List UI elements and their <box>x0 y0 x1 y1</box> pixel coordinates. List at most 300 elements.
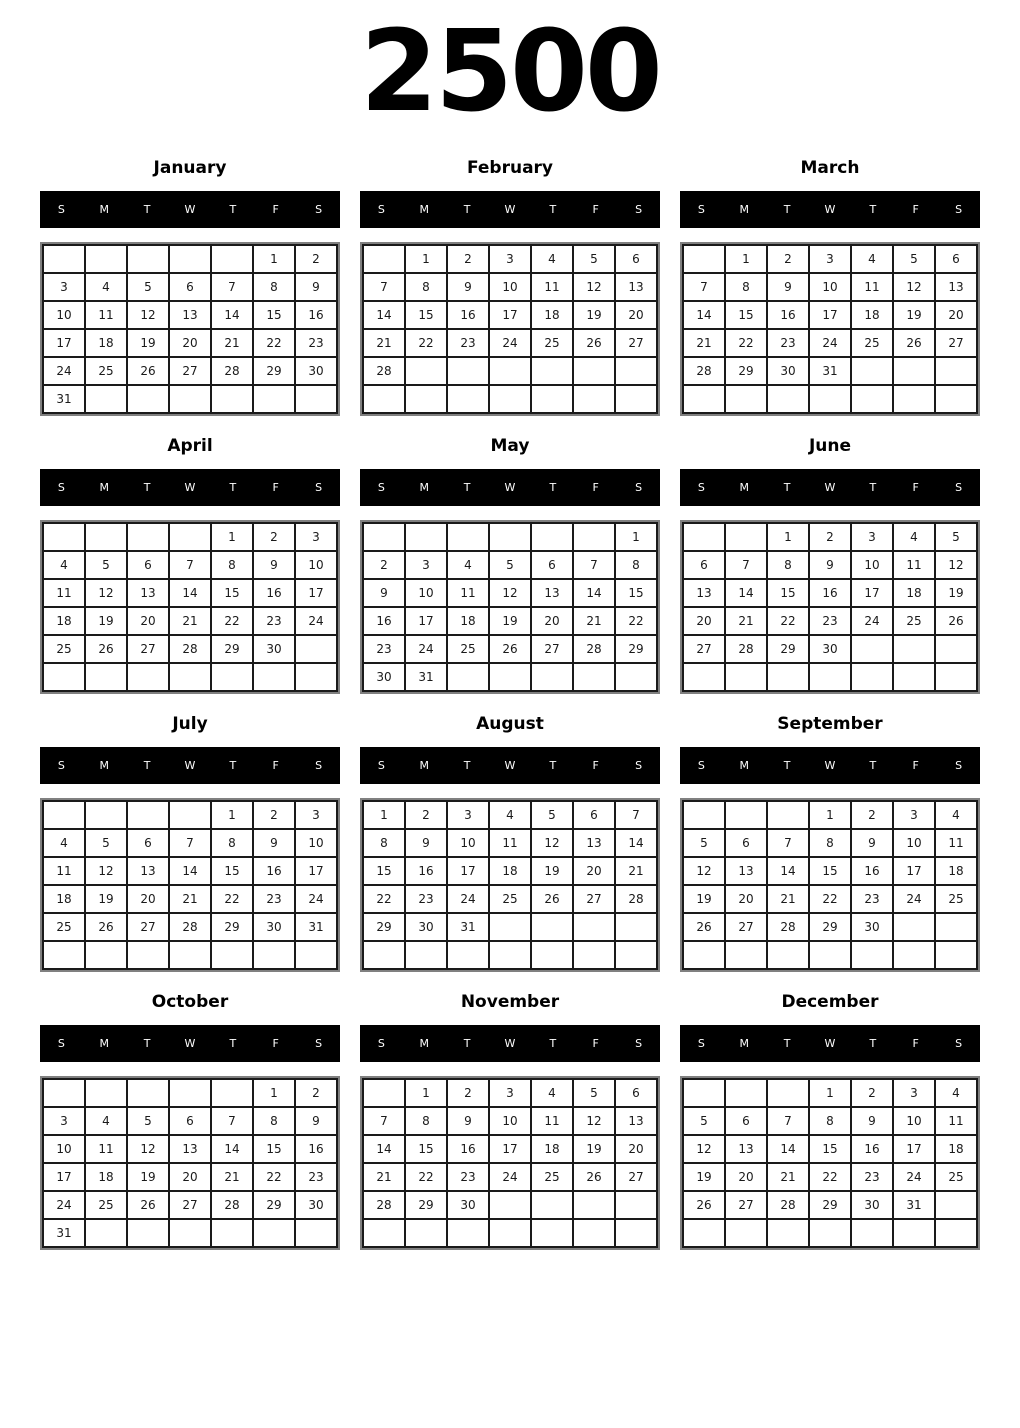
day-cell: 29 <box>809 1191 851 1219</box>
empty-day-cell <box>615 941 657 969</box>
weekday-label: T <box>463 759 471 772</box>
day-cell: 31 <box>405 663 447 691</box>
day-cell: 26 <box>573 329 615 357</box>
day-cell: 15 <box>767 579 809 607</box>
day-cell: 27 <box>725 913 767 941</box>
day-cell: 13 <box>683 579 725 607</box>
weekday-label: W <box>504 203 516 216</box>
empty-day-cell <box>893 635 935 663</box>
month-block <box>360 992 660 1250</box>
weekday-label: F <box>592 481 599 494</box>
day-cell: 20 <box>725 1163 767 1191</box>
day-cell: 10 <box>295 551 337 579</box>
week-row <box>43 329 337 357</box>
day-cell: 11 <box>85 1135 127 1163</box>
day-cell: 7 <box>573 551 615 579</box>
weekday-label: F <box>592 759 599 772</box>
day-cell: 15 <box>809 1135 851 1163</box>
week-row <box>683 523 977 551</box>
day-cell: 13 <box>169 301 211 329</box>
empty-day-cell <box>531 663 573 691</box>
month-days-table <box>682 522 978 692</box>
day-cell: 17 <box>489 301 531 329</box>
empty-day-cell <box>725 1079 767 1107</box>
month-block <box>360 714 660 972</box>
day-cell: 21 <box>767 1163 809 1191</box>
day-cell: 8 <box>615 551 657 579</box>
day-cell: 14 <box>767 1135 809 1163</box>
empty-day-cell <box>767 663 809 691</box>
empty-day-cell <box>169 663 211 691</box>
day-cell: 15 <box>615 579 657 607</box>
weekday-label: S <box>57 481 65 494</box>
day-cell: 9 <box>447 273 489 301</box>
empty-day-cell <box>573 941 615 969</box>
day-cell: 25 <box>531 329 573 357</box>
day-cell: 6 <box>169 273 211 301</box>
day-cell: 14 <box>767 857 809 885</box>
weekday-label: W <box>824 481 836 494</box>
day-cell: 28 <box>363 357 405 385</box>
empty-day-cell <box>85 523 127 551</box>
day-cell: 1 <box>253 1079 295 1107</box>
month-days-table <box>42 1078 338 1248</box>
day-cell: 10 <box>893 829 935 857</box>
empty-day-cell <box>573 523 615 551</box>
weekday-label: F <box>272 203 279 216</box>
day-cell: 5 <box>683 1107 725 1135</box>
day-cell: 13 <box>127 579 169 607</box>
week-row <box>683 1135 977 1163</box>
day-cell: 24 <box>489 329 531 357</box>
day-cell: 4 <box>447 551 489 579</box>
day-cell: 17 <box>447 857 489 885</box>
day-cell: 8 <box>253 273 295 301</box>
day-cell: 1 <box>211 801 253 829</box>
weekday-label: S <box>315 1037 323 1050</box>
empty-day-cell <box>935 385 977 413</box>
week-row <box>43 885 337 913</box>
day-cell: 15 <box>253 301 295 329</box>
empty-day-cell <box>531 523 573 551</box>
weekday-label: T <box>463 481 471 494</box>
day-cell: 26 <box>489 635 531 663</box>
weekday-label: T <box>463 203 471 216</box>
day-cell: 8 <box>211 551 253 579</box>
day-cell: 18 <box>531 1135 573 1163</box>
week-row <box>43 385 337 413</box>
day-cell: 10 <box>43 301 85 329</box>
empty-day-cell <box>615 357 657 385</box>
empty-day-cell <box>447 523 489 551</box>
day-cell: 1 <box>253 245 295 273</box>
day-cell: 24 <box>295 607 337 635</box>
day-cell: 3 <box>447 801 489 829</box>
week-row <box>683 1107 977 1135</box>
weekday-label: M <box>739 1037 750 1050</box>
day-cell: 20 <box>531 607 573 635</box>
week-row <box>43 663 337 691</box>
weekday-label: T <box>783 203 791 216</box>
empty-day-cell <box>573 1219 615 1247</box>
empty-day-cell <box>405 1219 447 1247</box>
day-cell: 20 <box>127 885 169 913</box>
weekday-label: S <box>377 203 385 216</box>
day-cell: 21 <box>363 329 405 357</box>
day-cell: 25 <box>531 1163 573 1191</box>
weekday-label: T <box>869 759 877 772</box>
day-cell: 28 <box>169 913 211 941</box>
weekday-label: T <box>549 759 557 772</box>
day-cell: 5 <box>489 551 531 579</box>
empty-day-cell <box>809 385 851 413</box>
day-cell: 20 <box>683 607 725 635</box>
empty-day-cell <box>405 523 447 551</box>
empty-day-cell <box>43 245 85 273</box>
weekday-label: S <box>955 1037 963 1050</box>
month-days-table <box>362 522 658 692</box>
empty-day-cell <box>363 1079 405 1107</box>
week-row <box>683 301 977 329</box>
weekday-label: T <box>143 759 151 772</box>
day-cell: 3 <box>893 1079 935 1107</box>
day-cell: 22 <box>363 885 405 913</box>
week-row <box>363 1191 657 1219</box>
day-cell: 27 <box>683 635 725 663</box>
month-days-grid <box>40 242 340 416</box>
day-cell: 17 <box>295 579 337 607</box>
day-cell: 30 <box>405 913 447 941</box>
day-cell: 18 <box>43 607 85 635</box>
empty-day-cell <box>127 801 169 829</box>
day-cell: 21 <box>211 329 253 357</box>
day-cell: 2 <box>253 523 295 551</box>
empty-day-cell <box>893 385 935 413</box>
day-cell: 4 <box>43 551 85 579</box>
day-cell: 12 <box>85 857 127 885</box>
day-cell: 5 <box>85 551 127 579</box>
day-cell: 29 <box>809 913 851 941</box>
day-cell: 5 <box>683 829 725 857</box>
weekday-label: T <box>143 1037 151 1050</box>
empty-day-cell <box>253 663 295 691</box>
month-block <box>40 158 340 416</box>
day-cell: 21 <box>169 885 211 913</box>
weekday-header-row <box>360 469 660 506</box>
day-cell: 28 <box>573 635 615 663</box>
day-cell: 7 <box>767 829 809 857</box>
day-cell: 18 <box>935 857 977 885</box>
day-cell: 17 <box>489 1135 531 1163</box>
day-cell: 29 <box>363 913 405 941</box>
weekday-label: T <box>143 203 151 216</box>
weekday-label: M <box>739 481 750 494</box>
empty-day-cell <box>851 941 893 969</box>
day-cell: 20 <box>935 301 977 329</box>
week-row <box>43 1079 337 1107</box>
month-days-table <box>42 522 338 692</box>
empty-day-cell <box>725 941 767 969</box>
empty-day-cell <box>127 523 169 551</box>
weekday-label: M <box>419 1037 430 1050</box>
weekday-label: T <box>229 759 237 772</box>
month-title: April <box>167 436 213 456</box>
empty-day-cell <box>295 941 337 969</box>
day-cell: 3 <box>489 245 531 273</box>
weekday-label: S <box>955 759 963 772</box>
day-cell: 30 <box>851 1191 893 1219</box>
day-cell: 7 <box>169 829 211 857</box>
weekday-label: M <box>739 759 750 772</box>
day-cell: 18 <box>851 301 893 329</box>
empty-day-cell <box>85 941 127 969</box>
empty-day-cell <box>85 245 127 273</box>
empty-day-cell <box>211 663 253 691</box>
day-cell: 30 <box>447 1191 489 1219</box>
day-cell: 26 <box>85 913 127 941</box>
empty-day-cell <box>295 663 337 691</box>
day-cell: 21 <box>615 857 657 885</box>
day-cell: 6 <box>127 829 169 857</box>
empty-day-cell <box>363 1219 405 1247</box>
day-cell: 18 <box>935 1135 977 1163</box>
day-cell: 11 <box>43 857 85 885</box>
day-cell: 20 <box>573 857 615 885</box>
day-cell: 13 <box>615 273 657 301</box>
day-cell: 27 <box>127 913 169 941</box>
day-cell: 4 <box>85 1107 127 1135</box>
empty-day-cell <box>935 635 977 663</box>
weekday-header-row <box>40 469 340 506</box>
weekday-label: T <box>549 481 557 494</box>
day-cell: 13 <box>127 857 169 885</box>
day-cell: 19 <box>573 1135 615 1163</box>
empty-day-cell <box>809 941 851 969</box>
empty-day-cell <box>169 1079 211 1107</box>
day-cell: 3 <box>893 801 935 829</box>
day-cell: 30 <box>253 635 295 663</box>
day-cell: 11 <box>447 579 489 607</box>
day-cell: 4 <box>489 801 531 829</box>
day-cell: 22 <box>253 1163 295 1191</box>
day-cell: 6 <box>725 829 767 857</box>
empty-day-cell <box>767 1079 809 1107</box>
month-days-table <box>42 244 338 414</box>
day-cell: 30 <box>295 357 337 385</box>
day-cell: 2 <box>809 523 851 551</box>
day-cell: 4 <box>851 245 893 273</box>
day-cell: 17 <box>405 607 447 635</box>
week-row <box>363 829 657 857</box>
day-cell: 24 <box>43 357 85 385</box>
day-cell: 1 <box>725 245 767 273</box>
day-cell: 9 <box>447 1107 489 1135</box>
day-cell: 21 <box>767 885 809 913</box>
day-cell: 11 <box>531 273 573 301</box>
weekday-label: T <box>549 1037 557 1050</box>
day-cell: 19 <box>127 329 169 357</box>
day-cell: 24 <box>43 1191 85 1219</box>
day-cell: 1 <box>405 1079 447 1107</box>
month-block <box>680 714 980 972</box>
day-cell: 25 <box>489 885 531 913</box>
empty-day-cell <box>767 385 809 413</box>
month-block <box>40 992 340 1250</box>
weekday-header-row <box>680 191 980 228</box>
day-cell: 5 <box>935 523 977 551</box>
empty-day-cell <box>405 357 447 385</box>
empty-day-cell <box>809 1219 851 1247</box>
month-days-grid <box>680 798 980 972</box>
day-cell: 16 <box>447 301 489 329</box>
day-cell: 21 <box>211 1163 253 1191</box>
day-cell: 9 <box>851 829 893 857</box>
month-title: October <box>151 992 229 1012</box>
week-row <box>683 329 977 357</box>
weekday-label: T <box>869 481 877 494</box>
day-cell: 16 <box>405 857 447 885</box>
empty-day-cell <box>211 245 253 273</box>
week-row <box>363 329 657 357</box>
week-row <box>363 523 657 551</box>
empty-day-cell <box>683 245 725 273</box>
day-cell: 21 <box>363 1163 405 1191</box>
day-cell: 10 <box>405 579 447 607</box>
day-cell: 2 <box>767 245 809 273</box>
day-cell: 8 <box>405 1107 447 1135</box>
day-cell: 9 <box>405 829 447 857</box>
empty-day-cell <box>573 357 615 385</box>
day-cell: 1 <box>363 801 405 829</box>
day-cell: 1 <box>809 801 851 829</box>
weekday-label: S <box>955 203 963 216</box>
empty-day-cell <box>169 801 211 829</box>
day-cell: 4 <box>893 523 935 551</box>
empty-day-cell <box>363 245 405 273</box>
month-block <box>680 992 980 1250</box>
day-cell: 1 <box>809 1079 851 1107</box>
weekday-label: S <box>57 759 65 772</box>
weekday-label: F <box>912 203 919 216</box>
day-cell: 29 <box>253 357 295 385</box>
empty-day-cell <box>531 1219 573 1247</box>
week-row <box>363 1163 657 1191</box>
day-cell: 18 <box>489 857 531 885</box>
day-cell: 23 <box>363 635 405 663</box>
day-cell: 15 <box>211 579 253 607</box>
day-cell: 3 <box>489 1079 531 1107</box>
day-cell: 31 <box>809 357 851 385</box>
month-title: September <box>777 714 883 734</box>
day-cell: 17 <box>893 857 935 885</box>
day-cell: 9 <box>295 273 337 301</box>
day-cell: 30 <box>295 1191 337 1219</box>
day-cell: 13 <box>725 1135 767 1163</box>
weekday-label: S <box>635 1037 643 1050</box>
day-cell: 6 <box>683 551 725 579</box>
day-cell: 8 <box>767 551 809 579</box>
day-cell: 28 <box>211 357 253 385</box>
empty-day-cell <box>615 913 657 941</box>
week-row <box>43 551 337 579</box>
day-cell: 26 <box>127 357 169 385</box>
day-cell: 19 <box>85 607 127 635</box>
empty-day-cell <box>363 941 405 969</box>
empty-day-cell <box>725 385 767 413</box>
day-cell: 20 <box>127 607 169 635</box>
day-cell: 3 <box>809 245 851 273</box>
day-cell: 25 <box>43 635 85 663</box>
day-cell: 25 <box>893 607 935 635</box>
day-cell: 11 <box>893 551 935 579</box>
day-cell: 15 <box>211 857 253 885</box>
day-cell: 27 <box>615 329 657 357</box>
empty-day-cell <box>489 663 531 691</box>
month-days-grid <box>360 798 660 972</box>
day-cell: 8 <box>211 829 253 857</box>
empty-day-cell <box>43 1079 85 1107</box>
weekday-label: T <box>229 481 237 494</box>
weekday-label: F <box>912 759 919 772</box>
empty-day-cell <box>127 1219 169 1247</box>
day-cell: 14 <box>725 579 767 607</box>
day-cell: 4 <box>85 273 127 301</box>
day-cell: 5 <box>893 245 935 273</box>
day-cell: 2 <box>363 551 405 579</box>
empty-day-cell <box>127 385 169 413</box>
weekday-label: S <box>635 759 643 772</box>
day-cell: 14 <box>363 301 405 329</box>
day-cell: 9 <box>363 579 405 607</box>
day-cell: 26 <box>85 635 127 663</box>
day-cell: 23 <box>405 885 447 913</box>
day-cell: 2 <box>447 245 489 273</box>
day-cell: 5 <box>573 1079 615 1107</box>
month-days-table <box>362 1078 658 1248</box>
weekday-label: S <box>57 203 65 216</box>
day-cell: 3 <box>295 523 337 551</box>
month-days-table <box>682 244 978 414</box>
day-cell: 27 <box>573 885 615 913</box>
empty-day-cell <box>683 663 725 691</box>
empty-day-cell <box>43 801 85 829</box>
empty-day-cell <box>489 523 531 551</box>
day-cell: 31 <box>43 385 85 413</box>
weekday-label: F <box>272 759 279 772</box>
day-cell: 27 <box>169 1191 211 1219</box>
day-cell: 23 <box>851 885 893 913</box>
month-block <box>40 714 340 972</box>
day-cell: 10 <box>447 829 489 857</box>
empty-day-cell <box>935 663 977 691</box>
day-cell: 3 <box>43 273 85 301</box>
day-cell: 8 <box>809 829 851 857</box>
weekday-label: S <box>697 759 705 772</box>
day-cell: 14 <box>169 579 211 607</box>
day-cell: 28 <box>767 1191 809 1219</box>
day-cell: 16 <box>363 607 405 635</box>
day-cell: 31 <box>43 1219 85 1247</box>
day-cell: 6 <box>531 551 573 579</box>
week-row <box>363 301 657 329</box>
empty-day-cell <box>767 801 809 829</box>
day-cell: 26 <box>683 913 725 941</box>
empty-day-cell <box>851 357 893 385</box>
calendar-page <box>0 7 1020 1250</box>
day-cell: 26 <box>573 1163 615 1191</box>
weekday-label: M <box>99 759 110 772</box>
day-cell: 15 <box>363 857 405 885</box>
